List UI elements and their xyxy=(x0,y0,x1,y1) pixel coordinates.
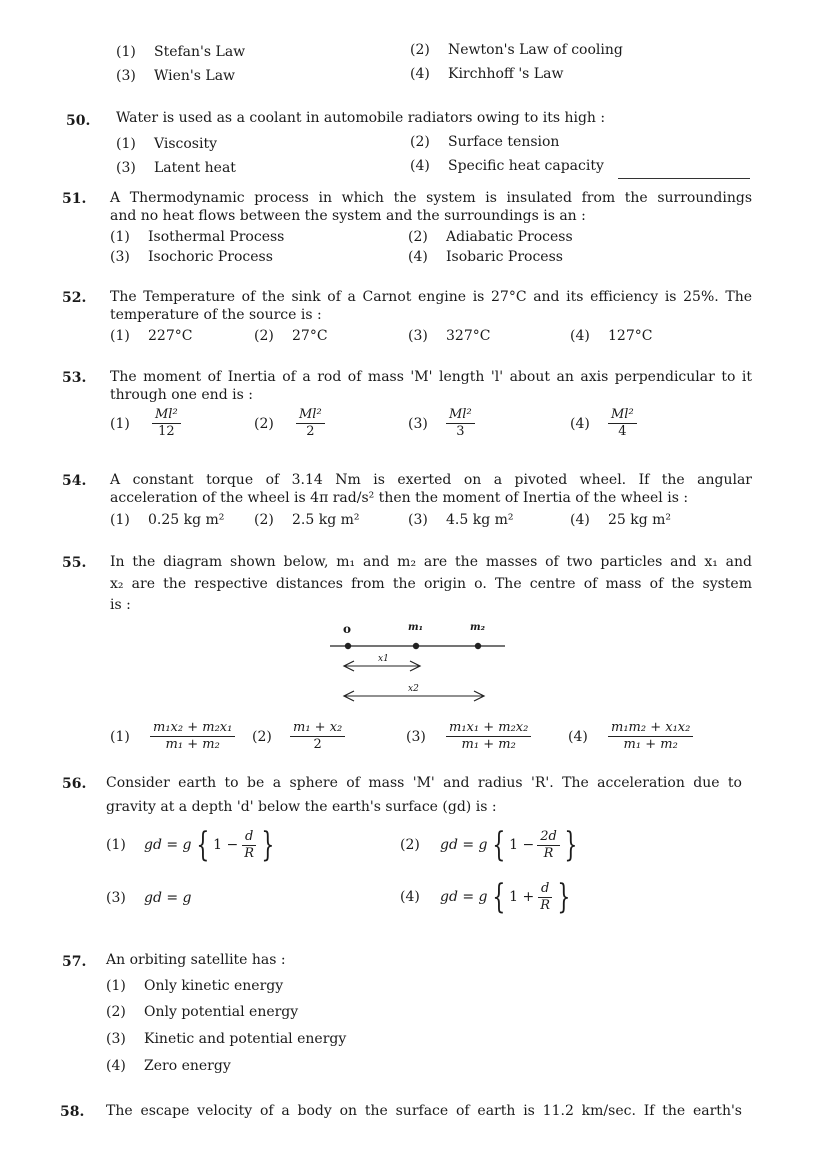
q51-number: 51. xyxy=(62,191,87,207)
q57-option-1: (1) Only kinetic energy xyxy=(106,978,284,994)
q49-option-4: (4) Kirchhoff 's Law xyxy=(410,66,564,82)
q52-option-1: (1) 227°C xyxy=(110,328,193,344)
q54-number: 54. xyxy=(62,473,87,489)
q56-option-4: (4) gd = g { 1 + $\frac{d}{R}$ } xyxy=(400,877,571,917)
q50-option-1: (1) Viscosity xyxy=(116,136,217,152)
q57-option-2: (2) Only potential energy xyxy=(106,1004,299,1020)
q52-stem-line-1: The Temperature of the sink of a Carnot engine is 27°C and its efficiency is 25%. The xyxy=(110,289,752,305)
q51-stem-line-1: A Thermodynamic process in which the system is insulated from the surroundings xyxy=(110,190,752,206)
q51-option-2: (2) Adiabatic Process xyxy=(408,229,573,245)
q52-option-4: (4) 127°C xyxy=(570,328,653,344)
q52-option-3: (3) 327°C xyxy=(408,328,491,344)
q51-option-1: (1) Isothermal Process xyxy=(110,229,285,245)
q55-stem-line-3: is : xyxy=(110,597,131,613)
origin-point xyxy=(345,643,351,649)
q54-option-3: (3) 4.5 kg m² xyxy=(408,512,514,528)
m2-point xyxy=(475,643,481,649)
q53-option-4: (4) $\frac{\text{Ml²}}{4}$ xyxy=(570,407,637,440)
q57-stem: An orbiting satellite has : xyxy=(106,952,286,968)
q56-option-2: (2) gd = g { 1 − $\frac{2d}{R}$ } xyxy=(400,825,578,865)
q50-option-4: (4) Specific heat capacity xyxy=(410,158,604,174)
q57-option-3: (3) Kinetic and potential energy xyxy=(106,1031,347,1047)
q49-option-2: (2) Newton's Law of cooling xyxy=(410,42,623,58)
q52-option-2: (2) 27°C xyxy=(254,328,328,344)
q56-stem-line-1: Consider earth to be a sphere of mass 'M' and radius 'R'. The acceleration due to xyxy=(106,775,742,791)
q52-number: 52. xyxy=(62,290,87,306)
q50-stem: Water is used as a coolant in automobile radiators owing to its high : xyxy=(116,110,606,126)
q53-number: 53. xyxy=(62,370,87,386)
q56-number: 56. xyxy=(62,776,87,792)
answer-rule xyxy=(618,178,750,179)
q50-number: 50. xyxy=(66,113,91,129)
q53-option-2: (2) $\frac{\text{Ml²}}{2}$ xyxy=(254,407,325,440)
q52-stem-line-2: temperature of the source is : xyxy=(110,307,322,323)
q56-stem-line-2: gravity at a depth 'd' below the earth's surface (gd) is : xyxy=(106,799,497,815)
q53-option-3: (3) $\frac{\text{Ml²}}{3}$ xyxy=(408,407,475,440)
q53-numerator: Ml² xyxy=(152,407,181,424)
q49-option-3: (3) Wien's Law xyxy=(116,68,236,84)
q49-option-1: (1) Stefan's Law xyxy=(116,44,246,60)
q55-stem-line-1: In the diagram shown below, m₁ and m₂ are the masses of two particles and x₁ and xyxy=(110,554,752,570)
q51-option-4: (4) Isobaric Process xyxy=(408,249,563,265)
q55-stem-line-2: x₂ are the respective distances from the origin o. The centre of mass of the system xyxy=(110,576,752,592)
q54-option-1: (1) 0.25 kg m² xyxy=(110,512,225,528)
q50-option-3: (3) Latent heat xyxy=(116,160,236,176)
q57-number: 57. xyxy=(62,954,87,970)
q55-option-4: (4) $\frac{\text{m₁m₂ + x₁x₂}}{\text{m₁ + m₂}}$ xyxy=(568,720,693,753)
q51-option-3: (3) Isochoric Process xyxy=(110,249,273,265)
q55-number: 55. xyxy=(62,555,87,571)
q58-stem-line-1: The escape velocity of a body on the surface of earth is 11.2 km/sec. If the earth's xyxy=(106,1103,742,1119)
q57-option-4: (4) Zero energy xyxy=(106,1058,231,1074)
q50-option-2: (2) Surface tension xyxy=(410,134,560,150)
q53-option-1: (1) $\frac{\text{Ml²}}{12}$ xyxy=(110,407,181,440)
q53-stem-line-1: The moment of Inertia of a rod of mass 'M' length 'l' about an axis perpendicular to it xyxy=(110,369,752,385)
q55-diagram xyxy=(330,618,510,702)
q55-option-1: (1) $\frac{\text{m₁x₂ + m₂x₁}}{\text{m₁ + m₂}}$ xyxy=(110,720,235,753)
q51-stem-line-2: and no heat flows between the system and the surroundings is an : xyxy=(110,208,586,224)
x1-label: x1 xyxy=(378,654,389,664)
q54-option-2: (2) 2.5 kg m² xyxy=(254,512,360,528)
q54-stem-line-1: A constant torque of 3.14 Nm is exerted on a pivoted wheel. If the angular xyxy=(110,472,752,488)
m1-point xyxy=(413,643,419,649)
q55-option-3: (3) $\frac{\text{m₁x₁ + m₂x₂}}{\text{m₁ + m₂}}$ xyxy=(406,720,531,753)
x2-label: x2 xyxy=(408,684,419,694)
q55-option-2: (2) $\frac{\text{m₁ + x₂}}{2}$ xyxy=(252,720,345,753)
origin-label: o xyxy=(343,622,352,636)
q58-number: 58. xyxy=(60,1104,85,1120)
m1-label: m₁ xyxy=(408,622,423,633)
q53-stem-line-2: through one end is : xyxy=(110,387,253,403)
q54-stem-line-2: acceleration of the wheel is 4π rad/s² then the moment of Inertia of the wheel is : xyxy=(110,490,689,506)
q56-option-1: (1) gd = g { 1 − $\frac{d}{R}$ } xyxy=(106,825,275,865)
q54-option-4: (4) 25 kg m² xyxy=(570,512,672,528)
m2-label: m₂ xyxy=(470,622,485,633)
q56-option-3: (3) gd = g xyxy=(106,890,192,906)
